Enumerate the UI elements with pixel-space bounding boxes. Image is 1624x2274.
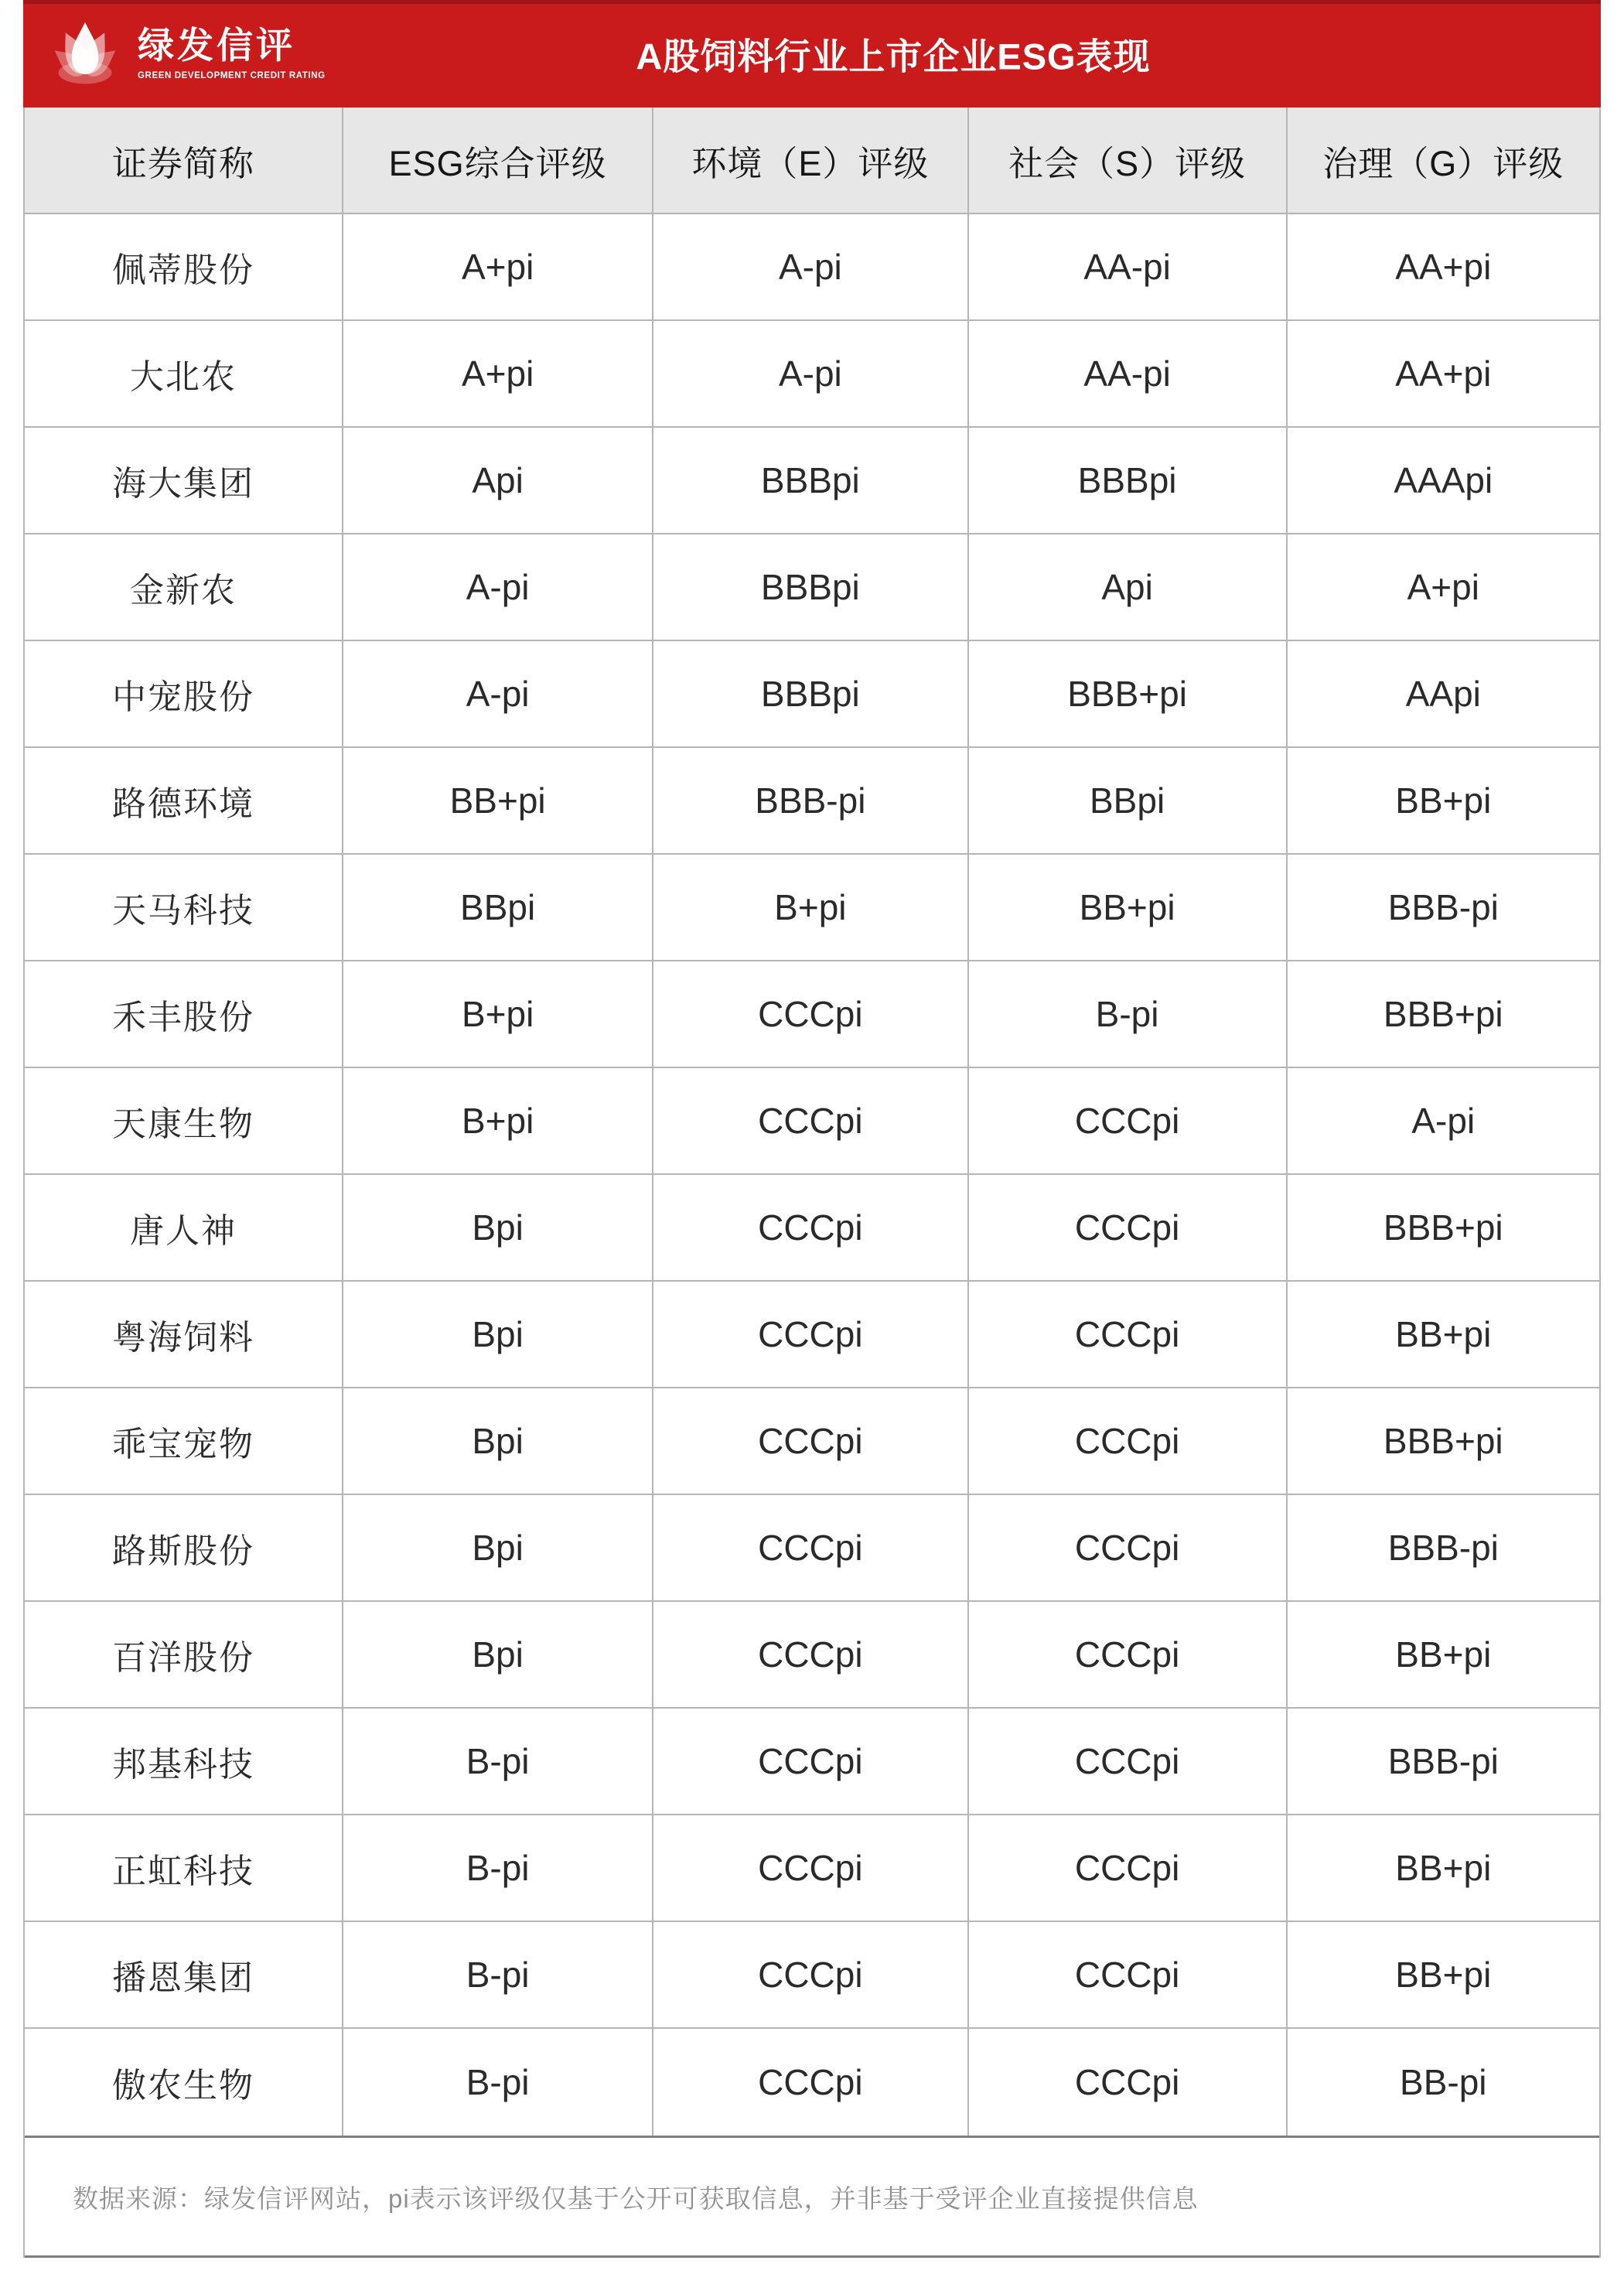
company-name-cell: 正虹科技 xyxy=(25,1815,343,1921)
company-name-cell: 佩蒂股份 xyxy=(25,214,343,319)
company-name-cell: 大北农 xyxy=(25,321,343,426)
table-row xyxy=(25,2029,1599,2136)
rating-cell: BB+pi xyxy=(969,855,1288,960)
table-row xyxy=(25,748,1599,855)
brand-banner xyxy=(23,0,1601,108)
rating-cell: CCCpi xyxy=(653,1175,968,1280)
rating-cell: BBB+pi xyxy=(1383,994,1503,1034)
rating-cell: CCCpi xyxy=(969,1922,1288,2027)
table-header-row xyxy=(25,108,1599,214)
table-row xyxy=(25,1175,1599,1282)
table-row xyxy=(25,855,1599,961)
source-note: 数据来源：绿发信评网站，pi表示该评级仅基于公开可获取信息，并非基于受评企业直接提供信息 xyxy=(73,2184,1199,2213)
company-name-cell: 粤海饲料 xyxy=(25,1282,343,1387)
company-name-cell: 乖宝宠物 xyxy=(25,1388,343,1494)
rating-cell: BBB+pi xyxy=(1383,1421,1503,1461)
rating-cell: CCCpi xyxy=(653,1602,968,1707)
table-row xyxy=(25,214,1599,321)
rating-cell: A-pi xyxy=(343,641,653,746)
column-header: 社会（S）评级 xyxy=(969,108,1288,213)
table-row xyxy=(25,1068,1599,1175)
table-row xyxy=(25,1922,1599,2029)
rating-cell: CCCpi xyxy=(653,1922,968,2027)
company-name-cell: 百洋股份 xyxy=(25,1602,343,1707)
rating-cell: BBB+pi xyxy=(1383,1207,1503,1248)
rating-cell: Bpi xyxy=(343,1495,653,1600)
rating-cell: AAApi xyxy=(1394,460,1493,500)
table-row xyxy=(25,1388,1599,1495)
table-row xyxy=(25,321,1599,428)
column-header: 治理（G）评级 xyxy=(1322,143,1564,183)
rating-cell: BB+pi xyxy=(1395,1314,1492,1354)
lotus-flower-icon xyxy=(46,18,124,92)
table-row xyxy=(25,1495,1599,1602)
rating-cell: A-pi xyxy=(343,534,653,640)
rating-cell: BBB-pi xyxy=(1387,887,1499,927)
rating-cell: CCCpi xyxy=(969,1388,1288,1494)
rating-cell: BB+pi xyxy=(1395,1848,1492,1888)
rating-cell: A+pi xyxy=(343,214,653,319)
rating-cell: Bpi xyxy=(343,1388,653,1494)
rating-cell: CCCpi xyxy=(969,1709,1288,1814)
rating-cell: B+pi xyxy=(343,1068,653,1173)
company-name-cell: 唐人神 xyxy=(25,1175,343,1280)
rating-cell: BBB-pi xyxy=(1387,1528,1499,1568)
rating-cell: BB-pi xyxy=(1400,2062,1487,2102)
rating-cell: A-pi xyxy=(653,214,968,319)
rating-cell: BB+pi xyxy=(343,748,653,853)
table-row xyxy=(25,1282,1599,1388)
table-row xyxy=(25,1815,1599,1922)
rating-cell: CCCpi xyxy=(653,961,968,1067)
rating-cell: BBB-pi xyxy=(653,748,968,853)
rating-cell: CCCpi xyxy=(653,1282,968,1387)
rating-cell: Bpi xyxy=(343,1282,653,1387)
company-name-cell: 海大集团 xyxy=(25,428,343,533)
company-name-cell: 天马科技 xyxy=(25,855,343,960)
brand-tagline: GREEN DEVELOPMENT CREDIT RATING xyxy=(138,71,326,80)
rating-cell: B+pi xyxy=(343,961,653,1067)
table-body xyxy=(25,214,1599,2136)
rating-cell: CCCpi xyxy=(969,1602,1288,1707)
table-row xyxy=(25,534,1599,641)
table-row xyxy=(25,961,1599,1068)
rating-cell: B-pi xyxy=(343,2029,653,2136)
column-header: 证券简称 xyxy=(25,108,343,213)
source-note-row xyxy=(25,2138,1599,2255)
rating-cell: BBBpi xyxy=(969,428,1288,533)
rating-cell: CCCpi xyxy=(653,1815,968,1921)
rating-cell: CCCpi xyxy=(969,1282,1288,1387)
company-name-cell: 傲农生物 xyxy=(25,2029,343,2136)
rating-cell: BB+pi xyxy=(1395,1634,1492,1675)
rating-cell: A-pi xyxy=(653,321,968,426)
rating-cell: B+pi xyxy=(653,855,968,960)
rating-cell: AA+pi xyxy=(1395,247,1492,287)
rating-cell: Api xyxy=(343,428,653,533)
bottom-border xyxy=(25,2255,1599,2258)
rating-cell: CCCpi xyxy=(969,2029,1288,2136)
rating-cell: BBpi xyxy=(969,748,1288,853)
rating-cell: CCCpi xyxy=(653,2029,968,2136)
company-name-cell: 邦基科技 xyxy=(25,1709,343,1814)
rating-cell: CCCpi xyxy=(653,1068,968,1173)
rating-cell: Bpi xyxy=(343,1175,653,1280)
table-row xyxy=(25,641,1599,748)
company-name-cell: 路斯股份 xyxy=(25,1495,343,1600)
rating-cell: Api xyxy=(969,534,1288,640)
rating-cell: A+pi xyxy=(343,321,653,426)
rating-cell: CCCpi xyxy=(653,1495,968,1600)
rating-cell: BBpi xyxy=(343,855,653,960)
rating-cell: BBBpi xyxy=(653,428,968,533)
rating-cell: CCCpi xyxy=(969,1175,1288,1280)
rating-cell: CCCpi xyxy=(653,1709,968,1814)
rating-cell: B-pi xyxy=(343,1709,653,1814)
table-row xyxy=(25,1709,1599,1815)
rating-cell: AA-pi xyxy=(969,321,1288,426)
rating-cell: CCCpi xyxy=(969,1815,1288,1921)
esg-ratings-table xyxy=(23,108,1601,2258)
column-header: 环境（E）评级 xyxy=(653,108,968,213)
rating-cell: AApi xyxy=(1405,674,1481,714)
rating-cell: B-pi xyxy=(969,961,1288,1067)
rating-cell: BB+pi xyxy=(1395,1955,1492,1995)
page-title: A股饲料行业上市企业ESG表现 xyxy=(636,36,1151,77)
brand-name: 绿发信评 xyxy=(138,25,295,66)
infographic-card xyxy=(23,0,1601,2258)
table-row xyxy=(25,428,1599,534)
company-name-cell: 天康生物 xyxy=(25,1068,343,1173)
rating-cell: B-pi xyxy=(343,1922,653,2027)
company-name-cell: 路德环境 xyxy=(25,748,343,853)
brand-logo xyxy=(46,0,326,108)
rating-cell: Bpi xyxy=(343,1602,653,1707)
company-name-cell: 播恩集团 xyxy=(25,1922,343,2027)
company-name-cell: 中宠股份 xyxy=(25,641,343,746)
rating-cell: AA+pi xyxy=(1395,353,1492,394)
rating-cell: BBB-pi xyxy=(1387,1741,1499,1781)
company-name-cell: 金新农 xyxy=(25,534,343,640)
brand-logo-text xyxy=(138,27,326,80)
rating-cell: BBBpi xyxy=(653,534,968,640)
rating-cell: BBB+pi xyxy=(969,641,1288,746)
rating-cell: B-pi xyxy=(343,1815,653,1921)
rating-cell: A-pi xyxy=(1411,1101,1476,1141)
rating-cell: A+pi xyxy=(1407,567,1479,607)
rating-cell: BBBpi xyxy=(653,641,968,746)
company-name-cell: 禾丰股份 xyxy=(25,961,343,1067)
rating-cell: BB+pi xyxy=(1395,780,1492,821)
column-header: ESG综合评级 xyxy=(343,108,653,213)
rating-cell: AA-pi xyxy=(969,214,1288,319)
table-row xyxy=(25,1602,1599,1709)
rating-cell: CCCpi xyxy=(969,1068,1288,1173)
rating-cell: CCCpi xyxy=(969,1495,1288,1600)
rating-cell: CCCpi xyxy=(653,1388,968,1494)
